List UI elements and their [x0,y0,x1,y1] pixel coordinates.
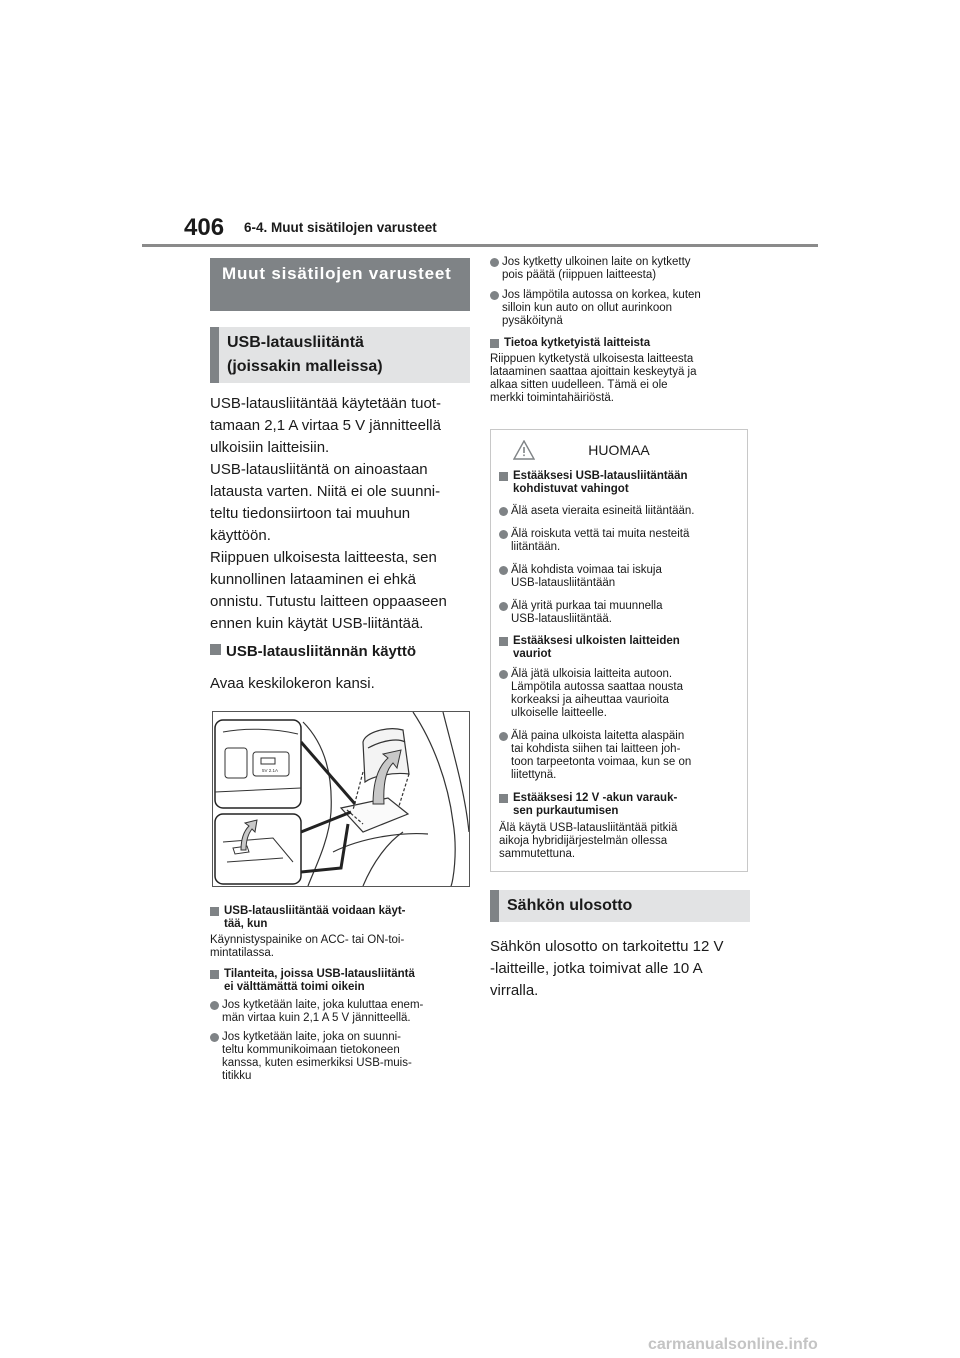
note1-text-l2: mintatilassa. [210,947,274,959]
note2-title [210,968,470,994]
notice-s1-title [499,470,739,496]
intro-line: käyttöön. [210,527,271,544]
note2-title-l1: Tilanteita, joissa USB-latausliitäntä [224,968,415,980]
bullet-icon [499,566,508,575]
notice-s3-title [499,792,739,818]
intro-line: ennen kuin käytät USB-liitäntää. [210,615,424,632]
open-lid-text: Avaa keskilokeron kansi. [210,675,375,692]
note2-b2-l1: Jos kytketään laite, joka on suunni- [222,1031,401,1043]
s3-l3: sammutettuna. [499,848,576,860]
about-l4: merkki toimintahäiriöstä. [490,392,614,404]
notice-s2-b2 [499,730,739,782]
notice-s2-title [499,635,739,661]
s1b2-l2: liitäntään. [511,541,561,553]
s2b2-l4: liitettynä. [511,769,557,781]
subheading-use-text: USB-latausliitännän käyttö [226,643,417,660]
note2-b2-l2: teltu kommunikoimaan tietokoneen [222,1044,400,1056]
s2b1-l3: korkeaksi ja aiheuttaa vaurioita [511,694,669,706]
bullet-icon [499,602,508,611]
header-rule [142,244,818,247]
note2-b1-l1: Jos kytketään laite, joka kuluttaa enem- [222,999,424,1011]
note1-text [210,934,470,960]
s2-title-l1: Estääksesi ulkoisten laitteiden [513,635,680,647]
square-marker-icon [499,794,508,803]
about-text [490,353,750,405]
s2b2-l2: tai kohdista siihen tai laitteen joh- [511,743,681,755]
bullet-icon [490,291,499,300]
s1b4-l2: USB-latausliitäntää. [511,613,612,625]
about-l2: lataaminen saattaa ajoittain keskeytyä ja [490,366,697,378]
console-illustration [212,711,470,887]
banner-main [210,258,470,311]
power-text [490,936,750,1002]
note1-title [210,905,470,931]
rb2-l2: silloin kun auto on ollut aurinkoon [502,302,673,314]
s2b1-l2: Lämpötila autossa saattaa nousta [511,681,683,693]
note1-title-l2: tää, kun [224,918,268,930]
s1b1-l1: Älä aseta vieraita esineitä liitäntään. [511,505,695,517]
note2-b1-l2: män virtaa kuin 2,1 A 5 V jännitteellä. [222,1012,411,1024]
console-illustration-svg [213,712,469,886]
note-may-fail [210,968,470,1083]
intro-line: USB-latausliitäntä on ainoastaan [210,461,428,478]
s1b3-l1: Älä kohdista voimaa tai iskuja [511,564,662,576]
intro-line: USB-latausliitäntää käytetään tuot- [210,395,441,412]
bullet-icon [499,530,508,539]
intro-line: teltu tiedonsiirtoon tai muuhun [210,505,411,522]
square-marker-icon [210,907,219,916]
bullet-icon [499,732,508,741]
power-l3: virralla. [490,982,539,999]
right-column [490,256,750,1002]
rb2-l3: pysäköitynä [502,315,563,327]
s3-title-l1: Estääksesi 12 V -akun varauk- [513,792,678,804]
note2-b2-l3: kanssa, kuten esimerkiksi USB-muis- [222,1057,412,1069]
square-marker-icon [490,339,499,348]
s2b2-l1: Älä paina ulkoista laitetta alaspäin [511,730,685,742]
intro-line: kunnollinen lataaminen ei ehkä [210,571,416,588]
bullet-icon [210,1001,219,1010]
s1-title-l1: Estääksesi USB-latausliitäntään [513,470,688,482]
s2-title-l2: vauriot [513,648,552,660]
note1-title-l1: USB-latausliitäntää voidaan käyt- [224,905,406,917]
s1-title-l2: kohdistuvat vahingot [513,483,629,495]
notice-heading-text: HUOMAA [588,442,650,458]
s3-l2: aikoja hybridijärjestelmän ollessa [499,835,668,847]
s1b2-l1: Älä roiskuta vettä tai muita nesteitä [511,528,690,540]
intro-line: tamaan 2,1 A virtaa 5 V jännitteellä [210,417,441,434]
banner-power [490,890,750,922]
intro-paragraph [210,393,470,635]
s1b3-l2: USB-latausliitäntään [511,577,616,589]
intro-line: onnistu. Tutustu laitteen oppaaseen [210,593,447,610]
square-marker-icon [210,644,221,655]
right-bullet-2 [490,289,750,328]
left-column [210,258,470,1083]
rb1-l1: Jos kytketty ulkoinen laite on kytketty [502,256,691,268]
square-marker-icon [499,637,508,646]
notice-s3-text [499,822,739,861]
notice-s1-b3 [499,564,739,590]
banner-usb-line2: (joissakin malleissa) [227,358,383,375]
notice-heading [499,438,739,462]
page-number: 406 [184,214,225,241]
watermark: carmanualsonline.info [648,1336,818,1353]
notice-s2-b1 [499,668,739,720]
note1-text-l1: Käynnistyspainike on ACC- tai ON-toi- [210,934,405,946]
note-when-usable [210,905,470,960]
warning-triangle-icon [513,440,535,460]
bullet-icon [499,507,508,516]
section-title: 6-4. Muut sisätilojen varusteet [244,220,437,235]
note2-bullet-2 [210,1031,470,1083]
notice-s1-b2 [499,528,739,554]
notice-s1-b4 [499,600,739,626]
about-title-text: Tietoa kytketyistä laitteista [504,337,651,349]
s2b2-l3: toon tarpeetonta voimaa, kun se on [511,756,692,768]
right-bullet-1 [490,256,750,282]
note2-bullet-1 [210,999,470,1025]
square-marker-icon [499,472,508,481]
power-l2: -laitteille, jotka toimivat alle 10 A [490,960,703,977]
power-l1: Sähkön ulosotto on tarkoitettu 12 V [490,938,724,955]
about-title [490,337,750,350]
banner-usb [210,327,470,383]
bullet-icon [490,258,499,267]
bullet-icon [210,1033,219,1042]
banner-main-text: Muut sisätilojen varusteet [222,264,452,283]
square-marker-icon [210,970,219,979]
bullet-icon [499,670,508,679]
about-l1: Riippuen kytketystä ulkoisesta laitteesta [490,353,694,365]
intro-line: Riippuen ulkoisesta laitteesta, sen [210,549,437,566]
subheading-use [210,641,470,663]
notice-box [490,429,748,872]
intro-line: ulkoisiin laitteisiin. [210,439,330,456]
intro-line: latausta varten. Niitä ei ole suunni- [210,483,441,500]
s2b1-l1: Älä jätä ulkoisia laitteita autoon. [511,668,673,680]
banner-power-text: Sähkön ulosotto [507,897,633,914]
s3-l1: Älä käytä USB-latausliitäntää pitkiä [499,822,678,834]
rb2-l1: Jos lämpötila autossa on korkea, kuten [502,289,701,301]
s2b1-l4: ulkoiselle laitteelle. [511,707,607,719]
s3-title-l2: sen purkautumisen [513,805,619,817]
usb-port-label: 5V 2.1A [262,768,279,773]
notice-s1-b1 [499,505,739,518]
note2-title-l2: ei välttämättä toimi oikein [224,981,365,993]
banner-usb-line1: USB-latausliitäntä [227,334,364,351]
note2-b2-l4: titikku [222,1070,252,1082]
s1b4-l1: Älä yritä purkaa tai muunnella [511,600,663,612]
rb1-l2: pois päätä (riippuen laitteesta) [502,269,657,281]
about-l3: alkaa sitten uudelleen. Tämä ei ole [490,379,668,391]
